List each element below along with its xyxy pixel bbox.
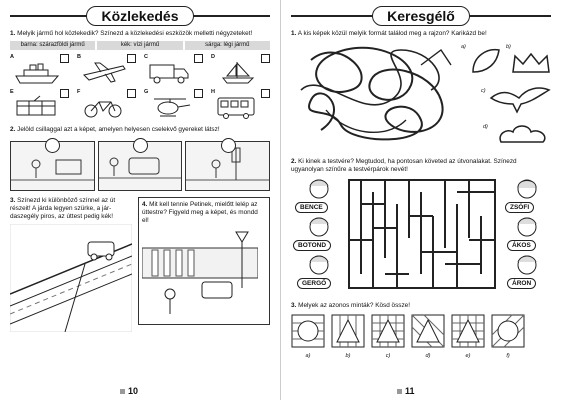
pattern-e[interactable] — [451, 314, 485, 359]
color-checkbox[interactable] — [261, 54, 270, 63]
maze-image — [347, 178, 497, 290]
pattern-letter: f) — [506, 353, 510, 359]
color-checkbox[interactable] — [194, 89, 203, 98]
shape-option-crown-icon[interactable] — [511, 52, 551, 76]
question-number: 2. — [10, 126, 16, 133]
scene-3 — [185, 141, 270, 191]
pattern-letter: d) — [425, 353, 431, 359]
right-title-bar — [291, 6, 551, 26]
vehicle-letter: A — [10, 54, 14, 60]
pattern-row — [291, 314, 551, 359]
question-text: Ki kinek a testvére? Megtudod, ha pontosan követed az útvonalakat. Színezd ugyanolyan színűre a testvérpárok nevét! — [291, 158, 517, 173]
truck-icon — [148, 60, 194, 84]
question-text: Színezd ki különböző színnel az út részeit! A járda legyen szürke, a jár-daszegély piros, az úttest pedig kék! — [10, 197, 116, 220]
bus-icon — [215, 95, 261, 119]
shape-option-letter: b) — [506, 44, 511, 50]
ship-icon — [14, 60, 60, 84]
boy-face-icon — [513, 214, 541, 238]
question-3 — [291, 302, 551, 310]
shape-option-cloud-icon[interactable] — [497, 122, 549, 146]
question-1 — [291, 30, 551, 38]
road-coloring-image — [10, 224, 132, 332]
scene-2 — [98, 141, 183, 191]
boy-face-icon — [305, 176, 333, 200]
pattern-b[interactable] — [331, 314, 365, 359]
boy-face-icon — [513, 252, 541, 276]
star-marker-circle[interactable] — [133, 138, 148, 153]
question-number: 3. — [10, 197, 16, 204]
legend-land: barna: szárazföldi jármű — [10, 41, 95, 50]
vehicle-letter: H — [211, 89, 215, 95]
pattern-f[interactable] — [491, 314, 525, 359]
question-1 — [10, 30, 270, 38]
shape-option-letter: c) — [481, 88, 486, 94]
bicycle-icon — [81, 95, 127, 119]
vehicle-letter: E — [10, 89, 14, 95]
color-checkbox[interactable] — [127, 89, 136, 98]
name-tag-akos[interactable]: ÁKOS — [507, 240, 536, 251]
vehicle-letter: B — [77, 54, 81, 60]
footer-square — [397, 389, 402, 394]
vehicle-letter: D — [211, 54, 215, 60]
boy-face-icon — [305, 252, 333, 276]
tangled-lines-drawing — [291, 40, 456, 150]
vehicle-bicycle — [77, 89, 136, 121]
color-checkbox[interactable] — [194, 54, 203, 63]
pattern-tile — [491, 314, 525, 348]
vehicle-letter: C — [144, 54, 148, 60]
tram-icon — [14, 95, 60, 119]
question-number: 3. — [291, 302, 297, 309]
left-page-title: Közlekedés — [86, 6, 193, 26]
question-3-block — [10, 197, 134, 337]
question-text: Melyik jármű hol közlekedik? Színezd a közlekedési eszközök melletti négyzeteket! — [17, 30, 253, 37]
question-number: 1. — [10, 30, 16, 37]
color-checkbox[interactable] — [127, 54, 136, 63]
legend-water: kék: vízi jármű — [97, 41, 182, 50]
pattern-tile — [291, 314, 325, 348]
color-checkbox[interactable] — [60, 89, 69, 98]
right-page-number — [397, 386, 415, 396]
question-3 — [10, 197, 134, 221]
shape-option-letter: d) — [483, 124, 488, 130]
questions-3-4-row — [10, 197, 270, 337]
question-2 — [10, 126, 270, 134]
color-checkbox[interactable] — [261, 89, 270, 98]
shape-option-letter: a) — [461, 44, 466, 50]
helicopter-icon — [148, 95, 194, 119]
pattern-d[interactable] — [411, 314, 445, 359]
boy-face-icon — [305, 214, 333, 238]
right-page-title: Keresgélő — [372, 6, 470, 26]
question-text: Melyek az azonos minták? Kösd össze! — [298, 302, 411, 309]
left-title-bar — [10, 6, 270, 26]
star-marker-circle[interactable] — [221, 138, 236, 153]
left-page — [0, 0, 280, 400]
scene-1 — [10, 141, 95, 191]
airplane-icon — [81, 60, 127, 84]
name-tag-bence[interactable]: BENCE — [295, 202, 328, 213]
question-text: Mit kell tennie Petinek, mielőtt lelép az úttestre? Figyeld meg a képet, és mondd el! — [142, 201, 258, 224]
question-4-block — [138, 197, 270, 325]
vehicle-helicopter — [144, 89, 203, 121]
color-legend — [10, 41, 270, 50]
girl-face-icon — [513, 176, 541, 200]
right-page — [281, 0, 561, 400]
page-number: 10 — [128, 386, 139, 396]
question-number: 4. — [142, 201, 148, 208]
pattern-c[interactable] — [371, 314, 405, 359]
pattern-letter: c) — [385, 353, 391, 359]
name-tag-gergo[interactable]: GERGŐ — [297, 278, 331, 289]
hidden-shapes-area — [291, 40, 551, 152]
scene-row — [10, 141, 270, 191]
pattern-letter: e) — [465, 353, 471, 359]
vehicle-grid — [10, 54, 270, 121]
name-tag-botond[interactable]: BOTOND — [293, 240, 331, 251]
question-text: A kis képek közül melyik formát találod meg a rajzon? Karikázd be! — [297, 30, 487, 37]
vehicle-bus — [211, 89, 270, 121]
question-text: Jelöld csillaggal azt a képet, amelyen helyesen cselekvő gyereket látsz! — [17, 126, 220, 133]
crosswalk-scene-image — [142, 228, 258, 320]
footer-square — [120, 389, 125, 394]
left-page-number — [120, 386, 138, 396]
vehicle-tram — [10, 89, 69, 121]
pattern-tile — [411, 314, 445, 348]
vehicle-letter: G — [144, 89, 149, 95]
name-tag-aron[interactable]: ÁRON — [507, 278, 536, 289]
pattern-a[interactable] — [291, 314, 325, 359]
question-4 — [142, 201, 266, 225]
color-checkbox[interactable] — [60, 54, 69, 63]
question-2 — [291, 158, 551, 174]
maze-area — [291, 176, 551, 294]
pattern-tile — [451, 314, 485, 348]
vehicle-letter: F — [77, 89, 81, 95]
legend-air: sárga: légi jármű — [185, 41, 270, 50]
pattern-tile — [371, 314, 405, 348]
pattern-tile — [331, 314, 365, 348]
shape-option-leaf-icon[interactable] — [469, 46, 503, 76]
vehicle-sailboat — [211, 54, 270, 86]
sailboat-icon — [215, 60, 261, 84]
vehicle-airplane — [77, 54, 136, 86]
page-number: 11 — [405, 386, 415, 396]
pattern-letter: a) — [305, 353, 311, 359]
pattern-letter: b) — [345, 353, 351, 359]
vehicle-ship — [10, 54, 69, 86]
question-number: 1. — [291, 30, 297, 37]
question-number: 2. — [291, 158, 297, 165]
vehicle-truck — [144, 54, 203, 86]
shape-option-bird-icon[interactable] — [489, 84, 551, 114]
name-tag-zsofi[interactable]: ZSÓFI — [505, 202, 534, 213]
